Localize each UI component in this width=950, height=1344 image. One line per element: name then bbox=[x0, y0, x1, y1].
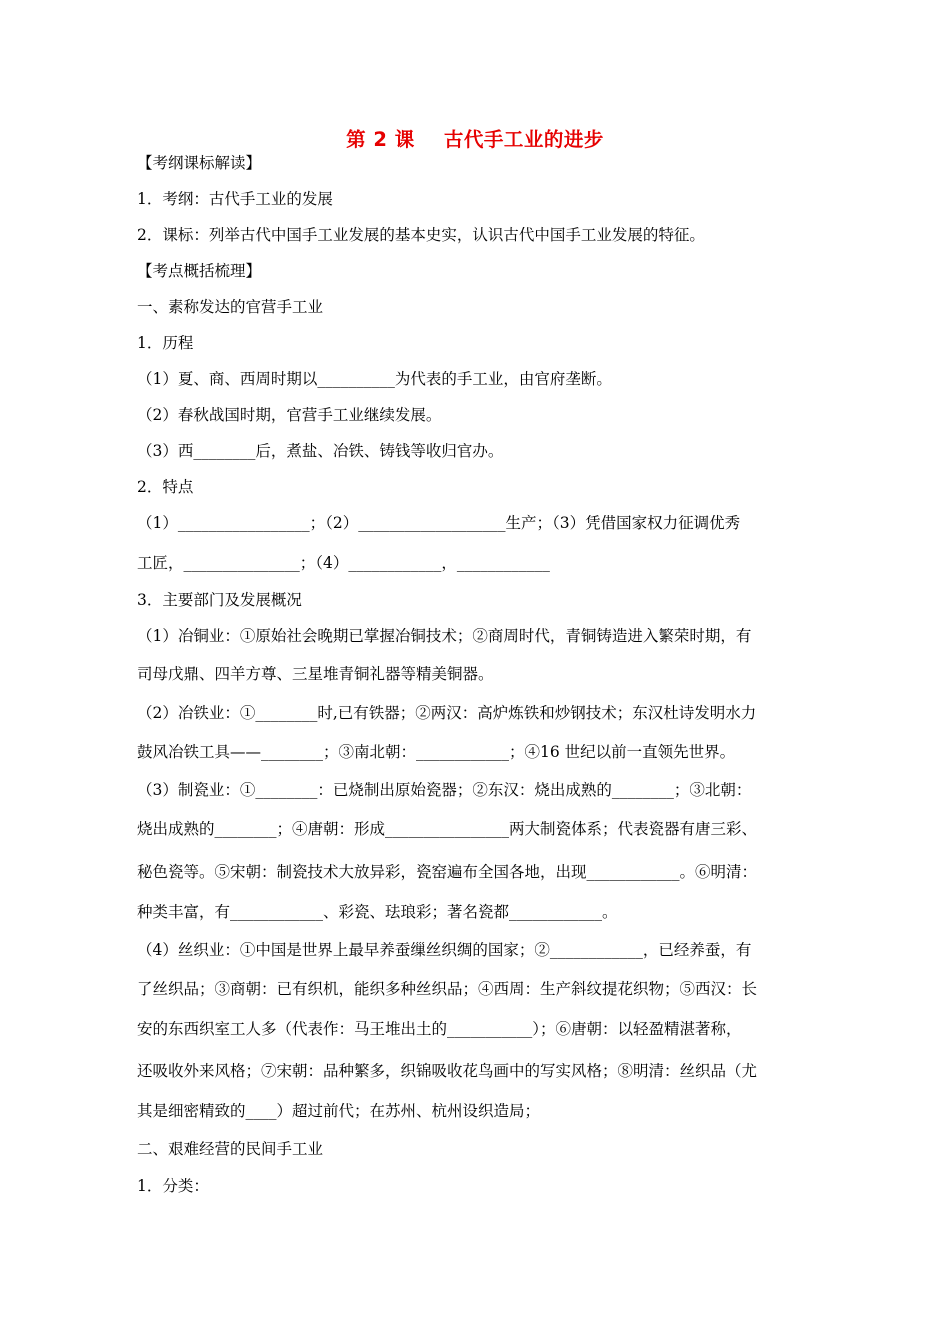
text-line: 还吸收外来风格；⑦宋朝：品种繁多，织锦吸收花鸟画中的写实风格；⑧明清：丝织品（尤 bbox=[137, 1062, 758, 1080]
text-line: （3）西________后，煮盐、冶铁、铸钱等收归官办。 bbox=[137, 442, 504, 460]
text-line: 了丝织品；③商朝：已有织机，能织多种丝织品；④西周：生产斜纹提花织物；⑤西汉：长 bbox=[137, 980, 758, 998]
text-line: 司母戊鼎、四羊方尊、三星堆青铜礼器等精美铜器。 bbox=[137, 665, 494, 683]
text-line: 3．主要部门及发展概况 bbox=[137, 591, 302, 609]
text-line: （4）丝织业：①中国是世界上最早养蚕缫丝织绸的国家；②____________，已经养蚕，有 bbox=[137, 941, 752, 959]
text-line: （2）春秋战国时期，官营手工业继续发展。 bbox=[137, 406, 442, 424]
text-line: 鼓风冶铁工具——________；③南北朝：____________；④16 世纪以前一直领先世界。 bbox=[137, 743, 736, 761]
text-line: 工匠，_______________；（4）____________，____________ bbox=[137, 554, 550, 572]
text-line: 2．特点 bbox=[137, 478, 194, 496]
text-line: 2．课标：列举古代中国手工业发展的基本史实，认识古代中国手工业发展的特征。 bbox=[137, 226, 705, 244]
text-line: 安的东西织室工人多（代表作：马王堆出土的___________）；⑥唐朝：以轻盈精湛著称， bbox=[137, 1020, 742, 1038]
section-heading-summary: 【考点概括梳理】 bbox=[137, 262, 262, 280]
text-line: （1）_________________；（2）___________________生产；（3）凭借国家权力征调优秀 bbox=[137, 514, 741, 532]
text-line: （3）制瓷业：①________：已烧制出原始瓷器；②东汉：烧出成熟的________；③北朝： bbox=[137, 781, 752, 799]
text-line: 1．考纲：古代手工业的发展 bbox=[137, 190, 333, 208]
text-line: （1）夏、商、西周时期以__________为代表的手工业，由官府垄断。 bbox=[137, 370, 612, 388]
subsection-heading: 一、素称发达的官营手工业 bbox=[137, 298, 324, 316]
text-line: 1．历程 bbox=[137, 334, 194, 352]
text-line: 其是细密精致的____）超过前代；在苏州、杭州设织造局； bbox=[137, 1102, 541, 1120]
text-line: 种类丰富，有____________、彩瓷、珐琅彩；著名瓷都____________。 bbox=[137, 903, 618, 921]
section-heading-syllabus: 【考纲课标解读】 bbox=[137, 154, 262, 172]
text-line: （2）冶铁业：①________时,已有铁器；②两汉：高炉炼铁和炒钢技术；东汉杜诗发明水力 bbox=[137, 704, 757, 722]
subsection-heading: 二、艰难经营的民间手工业 bbox=[137, 1140, 324, 1158]
text-line: 秘色瓷等。⑤宋朝：制瓷技术大放异彩，瓷窑遍布全国各地，出现____________。⑥明清： bbox=[137, 863, 758, 881]
text-line: （1）冶铜业：①原始社会晚期已掌握冶铜技术；②商周时代，青铜铸造进入繁荣时期，有 bbox=[137, 627, 752, 645]
text-line: 烧出成熟的________；④唐朝：形成________________两大制瓷体系；代表瓷器有唐三彩、 bbox=[137, 820, 758, 838]
text-line: 1．分类： bbox=[137, 1177, 209, 1195]
lesson-title: 第 2 课 古代手工业的进步 bbox=[346, 128, 604, 151]
